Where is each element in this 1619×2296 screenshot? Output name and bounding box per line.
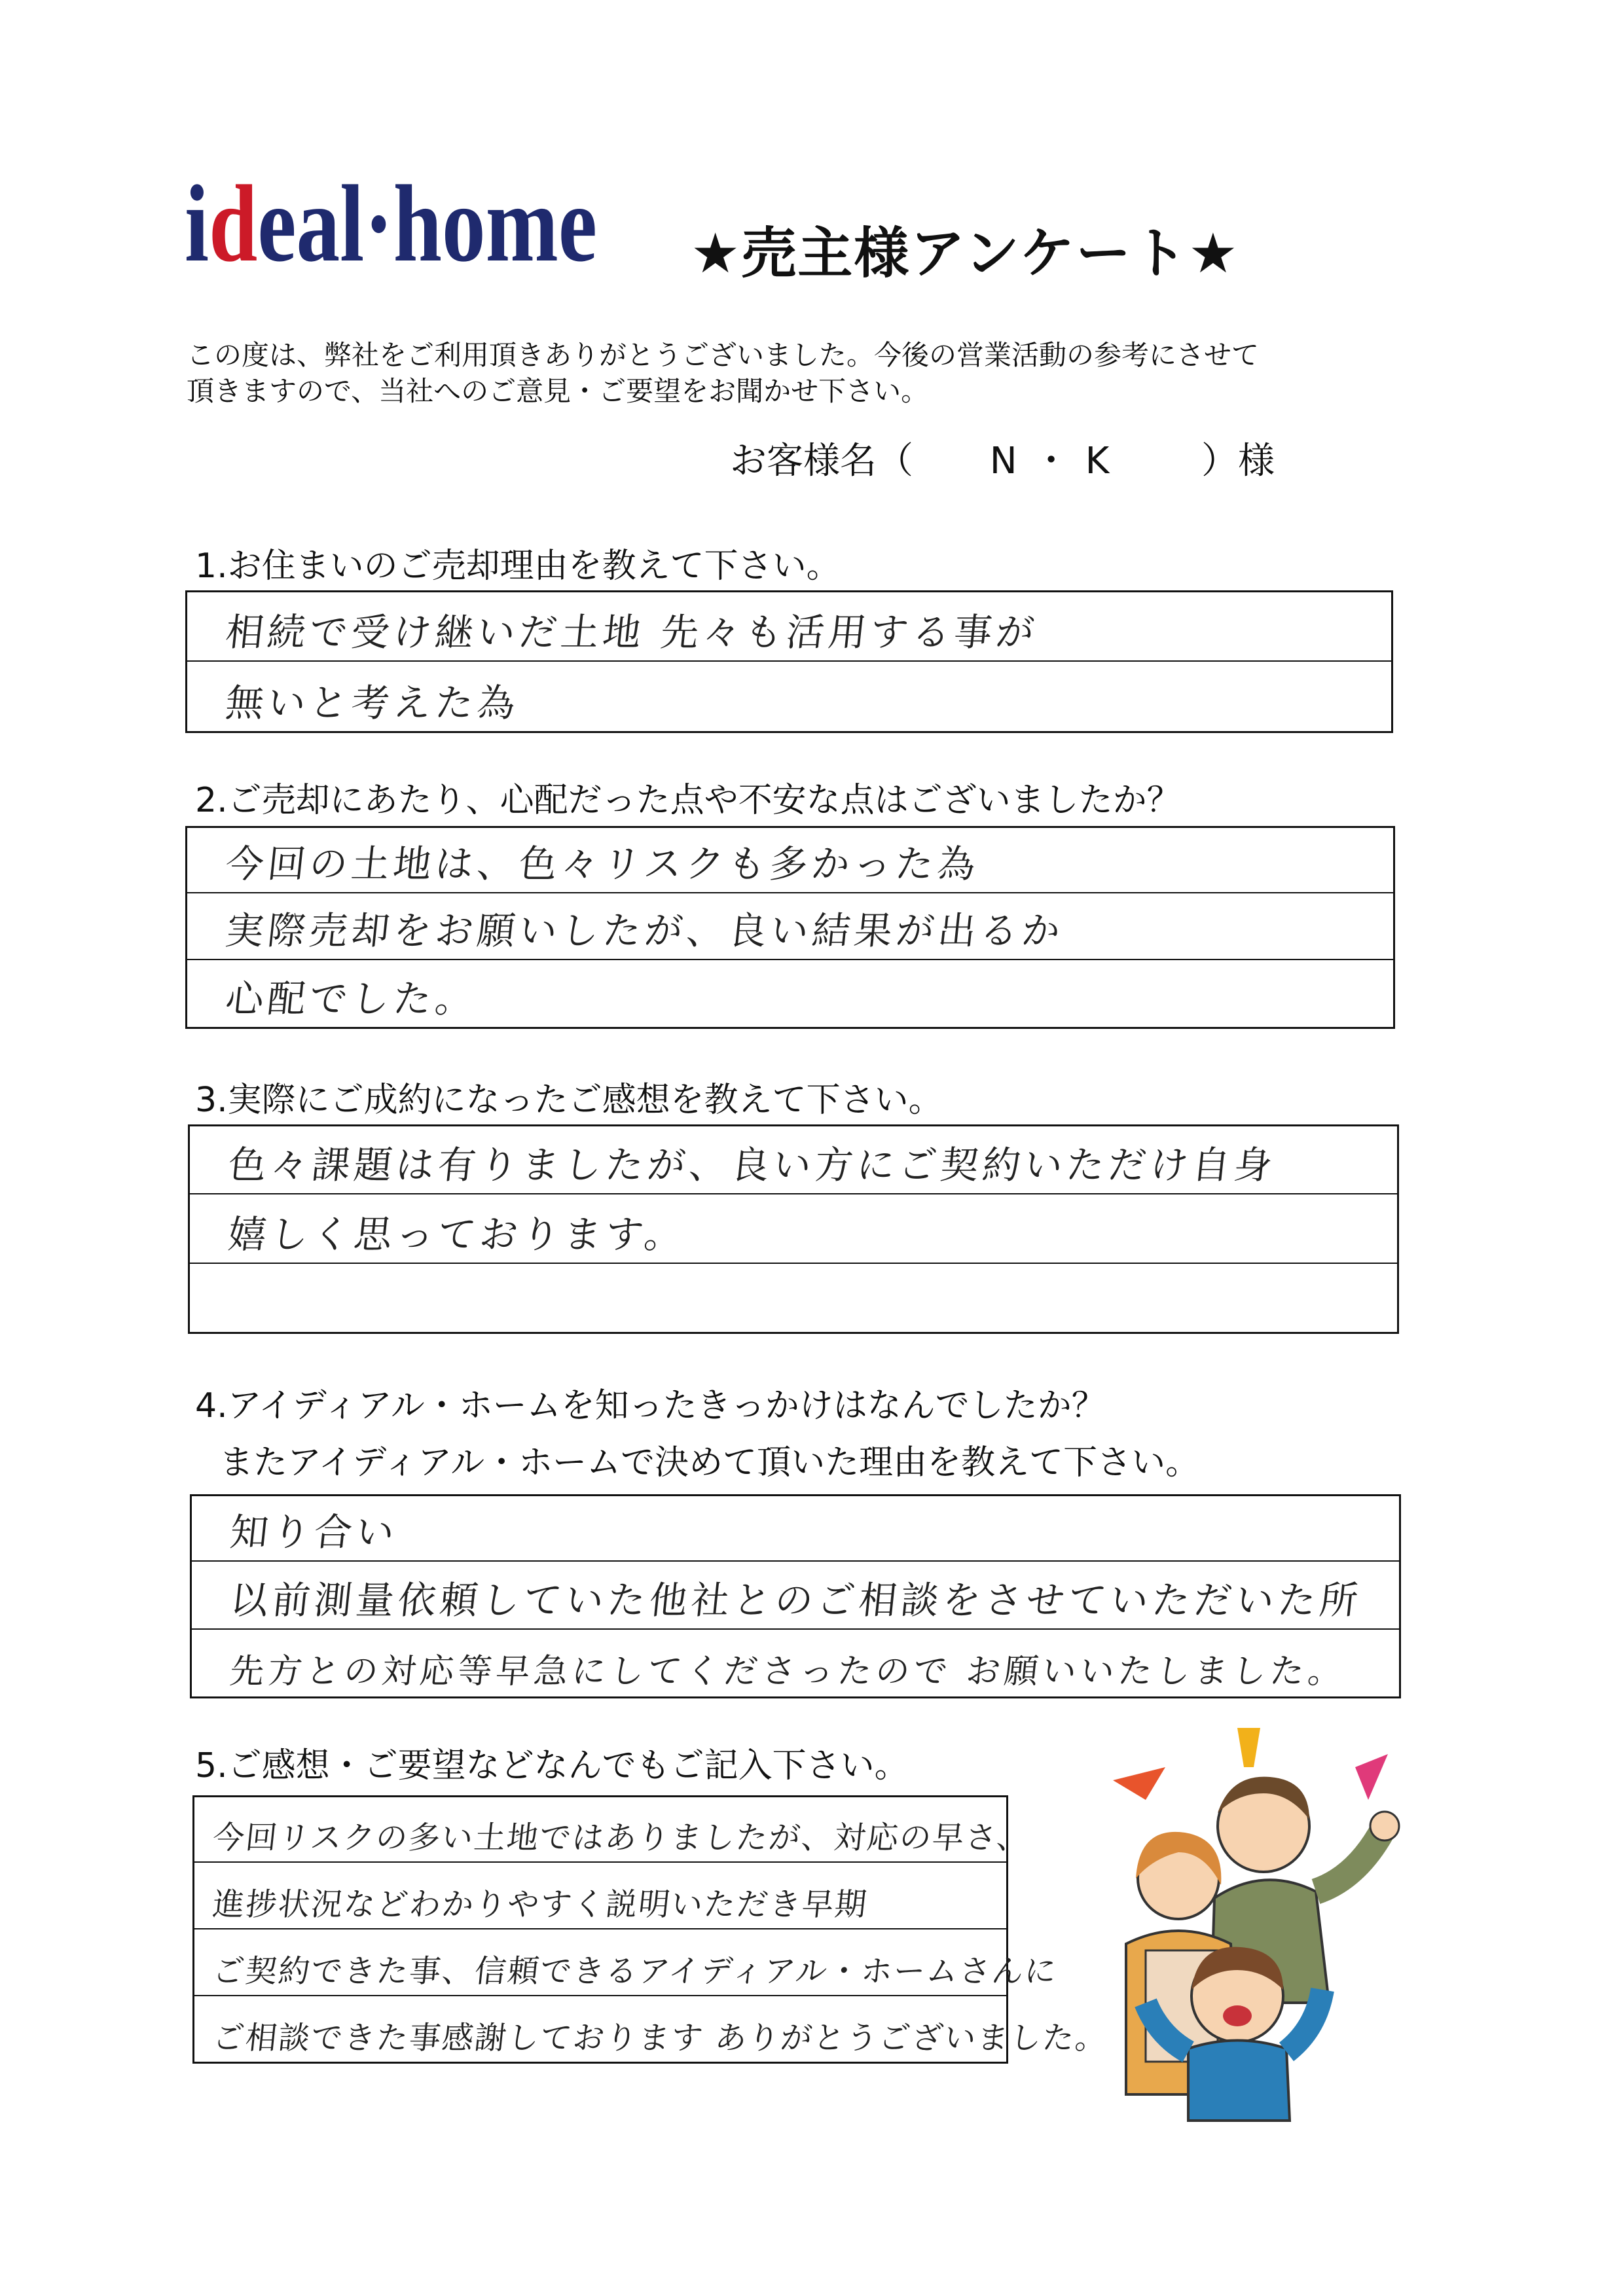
intro-line-2: 頂きますので、当社へのご意見・ご要望をお聞かせ下さい。 (187, 375, 929, 407)
answer-5-line-1: 今回リスクの多い土地ではありましたが、対応の早さ、 (211, 1820, 1032, 1856)
answer-3-line-2: 嬉しく思っております。 (226, 1212, 689, 1257)
question-2-label: 2.ご売却にあたり、心配だった点や不安な点はございましたか？ (195, 781, 1181, 820)
answer-1-line-1: 相続で受け継いだ土地 先々も活用する事が (223, 610, 1040, 655)
answer-1-line-2: 無いと考えた為 (223, 681, 522, 725)
customer-name-line (730, 432, 1275, 484)
answer-5-line-2: 進捗状況などわかりやすく説明いただき早期 (211, 1886, 870, 1923)
page-title: ★売主様アンケート★ (691, 221, 1239, 285)
answer-5-line-4: ご相談できた事感謝しております ありがとうございました。 (211, 2020, 1110, 2056)
answer-box-5 (192, 1795, 1110, 2064)
answer-4-line-3: 先方との対応等早急にしてくださったので お願いいたしました。 (228, 1652, 1349, 1691)
answer-2-line-3: 心配でした。 (223, 977, 480, 1021)
answer-box-1 (185, 590, 1393, 733)
answer-5-line-3: ご契約できた事、信頼できるアイディアル・ホームさんに (211, 1953, 1060, 1990)
answer-3-line-1: 色々課題は有りましたが、良い方にご契約いただけ自身 (226, 1143, 1279, 1187)
ideal-home-logo (185, 163, 685, 285)
family-illustration (1074, 1728, 1414, 2134)
customer-name: N・K (989, 440, 1125, 482)
answer-box-4 (190, 1494, 1401, 1698)
customer-suffix: ）様 (1201, 440, 1275, 482)
question-5-label: 5.ご感想・ご要望などなんでもご記入下さい。 (195, 1746, 909, 1785)
question-4-label: 4.アイディアル・ホームを知ったきっかけはなんでしたか？ (195, 1386, 1106, 1426)
answer-box-3 (188, 1124, 1399, 1334)
svg-text:ideal·home: ideal·home (185, 163, 685, 285)
answer-box-2 (185, 826, 1395, 1029)
customer-prefix: お客様名（ (730, 440, 913, 482)
answer-2-line-1: 今回の土地は、色々リスクも多かった為 (223, 842, 982, 886)
answer-2-line-2: 実際売却をお願いしたが、良い結果が出るか (223, 908, 1066, 953)
question-3-label: 3.実際にご成約になったご感想を教えて下さい。 (195, 1081, 943, 1120)
question-4-label-2: またアイディアル・ホームで決めて頂いた理由を教えて下さい。 (219, 1443, 1200, 1482)
intro-line-1: この度は、弊社をご利用頂きありがとうございました。今後の営業活動の参考にさせて (187, 339, 1260, 371)
answer-4-line-2: 以前測量依頼していた他社とのご相談をさせていただいた所 (228, 1578, 1364, 1623)
question-1-label: 1.お住まいのご売却理由を教えて下さい。 (195, 547, 841, 586)
answer-4-line-1: 知り合い (228, 1510, 401, 1554)
